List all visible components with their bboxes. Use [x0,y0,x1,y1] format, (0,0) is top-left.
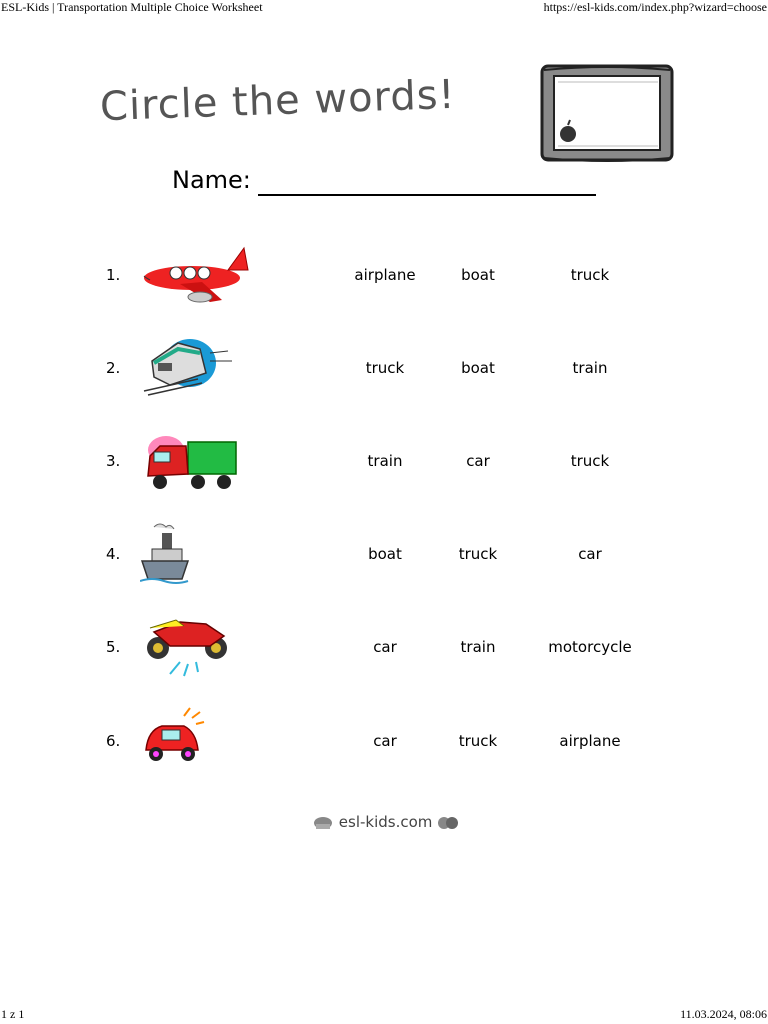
question-number: 6. [106,732,121,750]
answer-option[interactable]: train [460,638,496,656]
name-field-line[interactable] [258,194,596,196]
question-number: 4. [106,545,121,563]
answer-option[interactable]: truck [365,359,405,377]
train-icon [140,333,250,403]
answer-option[interactable]: truck [458,732,498,750]
name-label: Name: [172,166,251,194]
boat-icon [140,519,250,589]
question-number: 2. [106,359,121,377]
answer-option[interactable]: truck [570,452,610,470]
answer-option[interactable]: train [367,452,403,470]
car-icon [140,706,250,776]
question-row [0,426,768,496]
print-page-title: ESL-Kids | Transportation Multiple Choice Worksheet [1,0,263,14]
question-number: 3. [106,452,121,470]
print-header [0,0,768,16]
brand-text: esl-kids.com [338,813,433,831]
question-number: 1. [106,266,121,284]
airplane-icon [140,240,250,310]
answer-option[interactable]: car [373,732,397,750]
answer-option[interactable]: airplane [354,266,416,284]
answer-option[interactable]: boat [461,359,495,377]
print-page-number: 1 z 1 [1,1007,25,1021]
print-footer [0,1008,768,1024]
question-row [0,519,768,589]
question-row [0,706,768,776]
motorcycle-icon [140,612,250,682]
answer-option[interactable]: car [373,638,397,656]
answer-option[interactable]: train [572,359,608,377]
worksheet-title: Circle the words! [99,71,457,131]
answer-option[interactable]: car [578,545,602,563]
answer-option[interactable]: boat [461,266,495,284]
answer-option[interactable]: truck [570,266,610,284]
answer-option[interactable]: boat [368,545,402,563]
answer-option[interactable]: car [466,452,490,470]
kids-faces-icon [437,815,459,831]
answer-option[interactable]: motorcycle [548,638,632,656]
truck-icon [140,426,250,496]
question-row [0,333,768,403]
print-page-url: https://esl-kids.com/index.php?wizard=choose [543,0,767,14]
answer-option[interactable]: truck [458,545,498,563]
question-row [0,612,768,682]
chalkboard-frame-icon [538,62,676,164]
question-number: 5. [106,638,121,656]
answer-option[interactable]: airplane [559,732,621,750]
kids-reading-icon [312,815,334,831]
print-datetime: 11.03.2024, 08:06 [680,1007,767,1021]
question-row [0,240,768,310]
footer-brand [312,813,459,831]
